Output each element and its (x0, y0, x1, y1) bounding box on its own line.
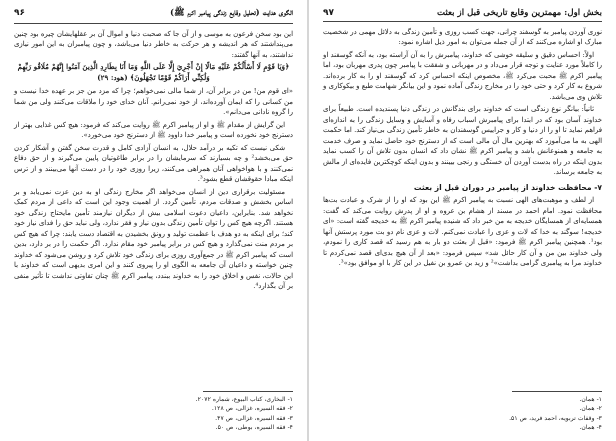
right-header-title: بخش اول: مهمترین وقایع تاریخی قبل از بعثت (436, 8, 602, 18)
footnote: ۲- فقه السیره، غزالی، ص ۱۲۸. (211, 405, 293, 413)
left-footnotes (14, 391, 293, 433)
left-header-title: الگوی هدایت (تحلیل وقایع زندگی پیامبر اکرم ﷺ) (170, 8, 293, 18)
left-page-header (14, 8, 293, 24)
footnote: ۲- همان. (579, 405, 602, 413)
right-paragraph: اولاً: احساس دقیق و سلیقه خوشی که خداوند، پیامبرش را به آن آراسته بود، به آنکه گوسفند او را کاملاً مورد عنایت و توجه قرار می‌داد و در مهربانی و شفقت با پیامبر چون پدری مهربان بود، اما پیامبر اکرم ﷺ محبت می‌کرد ﷺ، مخصوص اینکه احساس کرد که گوسفند او را به کار برده‌اند. شروع به کار کرد و حتی خود را در مخارج زندگی آماده نمود و این بیانگر شهامت طبع و بیکوکاری و تلاش وی می‌باشد. (323, 50, 602, 101)
section-heading: ۷- محافظت خداوند از پیامبر در دوران قبل از بعثت (413, 182, 602, 192)
footnote: ۴- فقه السیره، بوطی، ص ۵۰. (215, 424, 293, 432)
left-paragraph: مسئولیت برقراری دین از انسان می‌خواهد اگر مخارج زندگی او به دین عزت نمی‌یابد و بر اساس بخشش و صدقات مردم، تأمین گردد. از اهمیت وجود این است که داعی از مردم کمک نخواهد شد. بنابراین، داعیان دعوت اسلامی بیش از دیگران نیازمند تأمین مایحتاج زندگی خود هستند. اگرچه هیچ کس را توان تأمین زندگی بدون نیاز و فقر ندارد، ولی نباید حق را فدای نیاز خود کند؛ برای اینکه به دو هدف با عظمت تولید و رونق بخشیدن به اقتصاد دست یابند: چرا که هیچ کس بر مردم منت نمی‌گذارد و هیچ کس در برابر پیامبر خود مقام ندارد. اگر حکمت را در بر دارد، بدین است که پیامبر اکرم ﷺ در جمع‌آوری روزی برای زندگی خود تلاش کرد و روشن می‌شود که خداوند چنین خواسته و داعیان آن جامعه به الگوی او را پیروی کنند و این امری بدیهی است که خداوند با این حالات، نفس و اخلاق خود را به خداوند ببندد، پیامبر اکرم ﷺ چنان تفاوتی نداشت تا تأثیر منفی بر آن بگذارد⁴. (14, 187, 293, 291)
right-paragraph: ثانیاً: بیانگر نوع زندگی است که خداوند برای بندگانش در زندگی دنیا پسندیده است. طبیعاً برای خداوند آسان بود که در ابتدا برای پیامبرش اسباب رفاه و آسایش و وسایل زندگی را به اندازه‌ای فراهم نماید تا او را از دنیا و کار و جراییس گوسفندان به خاطر تأمین زندگی بی‌نیاز کند. اما حکمت الهی به ما می‌آموزد که بهترین مال آن مالی است که از دسترنج خود حاصل نماید و صرف خدمت به جامعه و همنوعانش باشد و پیامبر اکرم ﷺ نشان داد که انسان بدون تلاش آن را کسب نماید بدون اینکه در راه بدست آوردن آن خستگی و رنجی بیینند و بدون اینکه کوچکترین فایده‌ای از مالش به جامعه برساند. (323, 105, 602, 177)
footnote-divider (203, 391, 293, 392)
left-paragraph: شکی نیست که تکیه بر درآمد حلال، به انسان آزادی کامل و قدرت سخن گفتن و آشکار کردن حق می‌بخشد² و چه بسیارند که سرمایشان را در برابر طاغوتیان پایین می‌گیرند و از حق دفاع نمی‌کنند و با هواخواهی آنان همراهی می‌کنند، زیرا روزی خود را در دست آنها می‌بینند و از ترس اینکه مبادا حقوقشان قطع بشود³. (14, 143, 293, 184)
left-page (0, 0, 307, 441)
right-footnotes (323, 391, 602, 433)
footnote: ۳- وقفات تربویه، احمد فرید، ص ۵۱. (509, 414, 602, 422)
footnote-divider (512, 391, 602, 392)
left-page-number: ۹۶ (14, 8, 25, 18)
left-paragraph: این بود سخن فرعون به موسی و از آن جا که صحبت دنیا و اموال آن بر عقلهایشان چیره بود چنین می‌پنداشتند که هر اندیشه و هر حرکت به خاطر دنیا می‌باشد، و چون پیامبران به این امور نیازی نداشتند، به آنها گفتند: (14, 30, 293, 59)
right-page-header (323, 8, 602, 22)
right-page-number: ۹۷ (323, 8, 334, 18)
footnote: ۱- البخاری، کتاب البیوع، شماره ۲۰۷۲. (195, 395, 293, 403)
verse-translation: «ای قوم من! من در برابر آن، از شما مالی نمی‌خواهم؛ چرا که مزد من جز بر عهده خدا نیست و من کسانی را که ایمان آورده‌اند، از خود نمی‌رانم. آنان خدای خود را ملاقات می‌کنند ولی من شما را گروه نادانی می‌دانم». (14, 87, 293, 117)
footnote: ۴- همان. (579, 424, 602, 432)
left-page-body (14, 29, 293, 292)
quran-verse: ﴿وَيَا قَوْمِ لَا أَسْأَلُكُمْ عَلَيْهِ مَالًا إِنْ أَجْرِيَ إِلَّا عَلَى اللَّهِ وَمَا أَنَا بِطَارِدِ الَّذِينَ آمَنُوا إِنَّهُمْ مُلَاقُو رَبِّهِمْ وَلَٰكِنِّي أَرَاكُمْ قَوْمًا تَجْهَلُونَ﴾ (هود: ۲۹) (17, 62, 290, 83)
right-page (309, 0, 616, 441)
right-paragraph: از لطف و موهبت‌های الهی نسبت به پیامبر اکرم ﷺ این بود که او را از شرک و عبادت بت‌ها محافظت نمود. امام احمد در مسند از هشام بن عروه و او از پدرش روایت می‌کند که گفت: همسایه‌ای از همسایگان خدیجه به من خبر داد که شنیده پیامبر اکرم ﷺ به خدیجه گفته است: «ای خدیجه! سوگند به خدا که لات و عزی را عبادت نمی‌کنم. لات و عزی نام دو بت مورد پرستش آنها بود¹. همچنین پیامبر اکرم ﷺ فرمود: «قبل از بعثت دو بار به هم رسید که قصد کاری را نمودم، ولی خداوند بین من و آن کار حائل شد» سپس فرمود: «بعد از آن هیچ بدی‌ای قصد نمی‌کردم تا خداوند مرا به پیامبری گرامی بداشت»² و زید بن عمرو بن نفیل در این کار با او موافق بود»³. (323, 196, 602, 268)
footnote: ۱- همان. (579, 395, 602, 403)
footnote: ۳- فقه السیره، غزالی، ص ۴۷. (215, 414, 293, 422)
left-paragraph: این گرایش از مقدام ﷺ و او از پیامبر اکرم ﷺ روایت می‌کند که فرمود: هیچ کس غذایی بهتر از دسترنج خود نخورده است و پیامبر خدا داوود ﷺ از دسترنج خود می‌خورد». (14, 120, 293, 140)
right-page-body (323, 27, 602, 269)
right-paragraph: نوری آوردن پیامبر به گوسفند چرانی، جهت کسب روزی و تأمین زندگی به دلائل مهمی در شخصیت مبارک او اشاره می‌کنند که از آن جمله می‌توان به امور ذیل اشاره نمود: (323, 28, 602, 47)
